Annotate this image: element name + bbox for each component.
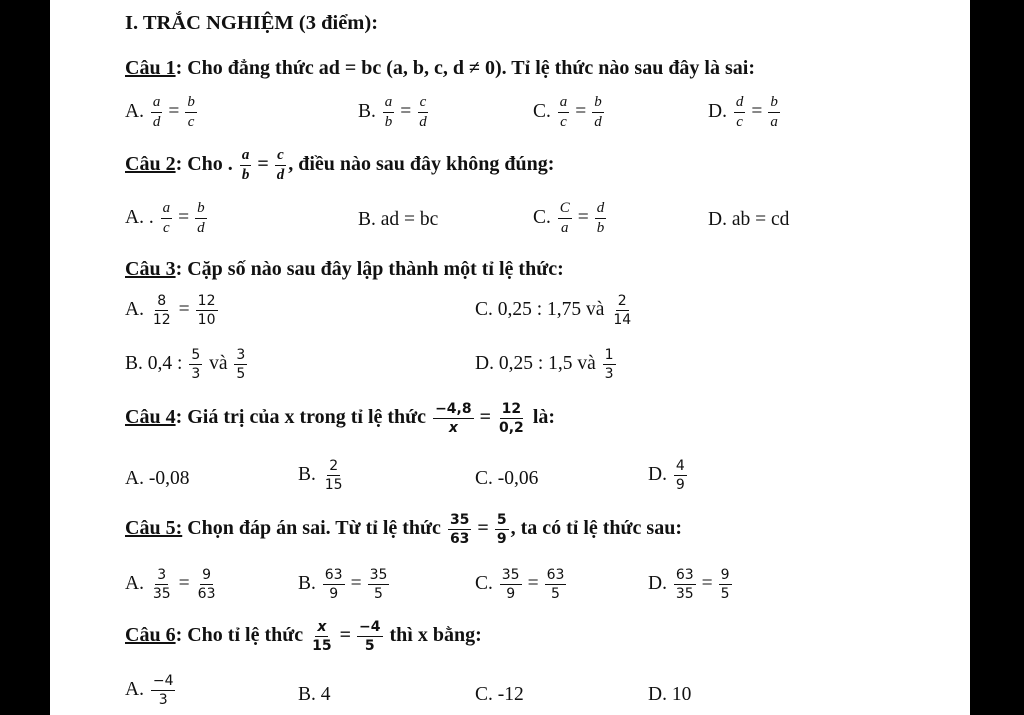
q4-option-d[interactable] bbox=[648, 459, 689, 492]
frac-den: 14 bbox=[613, 312, 632, 328]
q6-option-c[interactable]: C. -12 bbox=[475, 684, 524, 705]
frac-num: 5 bbox=[191, 347, 201, 363]
q6-option-b[interactable]: B. 4 bbox=[298, 684, 331, 705]
frac-num: 63 bbox=[324, 567, 343, 583]
option-prefix: B. bbox=[298, 572, 316, 594]
question-4-pre: : Giá trị của x trong tỉ lệ thức bbox=[175, 406, 427, 429]
question-2-post: , điều nào sau đây không đúng: bbox=[288, 153, 555, 176]
frac-num: a bbox=[161, 201, 173, 219]
question-2: Câu 2: Cho . $\frac{a}{b}$ = $\frac{c}{d}$ , điều nào sau đây không đúng: bbox=[125, 147, 555, 183]
q6-option-a[interactable] bbox=[125, 674, 177, 707]
q4-option-b[interactable] bbox=[298, 459, 347, 492]
section-heading: I. TRẮC NGHIỆM (3 điểm): bbox=[125, 12, 379, 34]
frac-den: b bbox=[384, 114, 393, 130]
frac-den: d bbox=[276, 167, 285, 183]
option-prefix: C. 0,25 : 1,75 và bbox=[475, 298, 605, 320]
frac-den: 35 bbox=[152, 586, 171, 602]
question-2-label: Câu 2 bbox=[125, 153, 176, 176]
question-4-post: là: bbox=[532, 406, 556, 429]
option-prefix: B. bbox=[358, 100, 376, 122]
q2-option-b[interactable]: B. ad = bc bbox=[358, 209, 439, 230]
frac-den: 5 bbox=[374, 586, 383, 602]
question-1-label: Câu 1 bbox=[125, 57, 176, 79]
question-5-label: Câu 5: bbox=[125, 517, 183, 540]
frac-den: d bbox=[197, 220, 205, 236]
q1-option-d[interactable]: D. $\frac{d}{c}$ = $\frac{b}{a}$ bbox=[708, 94, 778, 130]
question-4-label: Câu 4 bbox=[125, 406, 176, 429]
q1-option-c[interactable]: C. $\frac{a}{c}$ = $\frac{b}{d}$ bbox=[533, 94, 602, 130]
frac-num: 5 bbox=[496, 512, 507, 528]
frac-den: a bbox=[770, 114, 778, 130]
option-prefix: C. bbox=[533, 206, 551, 228]
frac-num: C bbox=[558, 201, 572, 219]
option-prefix: A. bbox=[125, 572, 144, 594]
frac-num: 1 bbox=[604, 347, 614, 363]
question-6-label: Câu 6 bbox=[125, 624, 176, 647]
q2-option-c[interactable]: C. $\frac{C}{a}$ = $\frac{d}{b}$ bbox=[533, 200, 605, 236]
option-prefix: B. 0,4 : bbox=[125, 352, 183, 374]
q3-option-a[interactable]: A. $\frac{8}{12}$ = $\frac{12}{10}$ bbox=[125, 293, 216, 328]
frac-den: d bbox=[152, 114, 161, 130]
frac-den: b bbox=[241, 167, 250, 183]
frac-den: 15 bbox=[324, 477, 343, 493]
question-1 bbox=[125, 57, 755, 80]
option-prefix: D. bbox=[708, 100, 727, 122]
frac-den: 3 bbox=[191, 366, 201, 382]
frac-num: −4 bbox=[359, 619, 381, 635]
frac-den: 9 bbox=[329, 586, 339, 602]
frac-den: 5 bbox=[236, 366, 246, 382]
option-prefix: A. bbox=[125, 298, 144, 320]
frac-num: 8 bbox=[157, 293, 167, 309]
frac-num: c bbox=[418, 95, 429, 113]
frac-num: b bbox=[185, 95, 197, 113]
frac-num: a bbox=[558, 95, 570, 113]
frac-den: 3 bbox=[158, 692, 168, 708]
question-6-pre: : Cho tỉ lệ thức bbox=[175, 624, 304, 647]
frac-den: c bbox=[736, 114, 743, 130]
question-6: Câu 6: Cho tỉ lệ thức $\frac{x}{15}$ = $\frac{-4}{5}$ thì x bằng: bbox=[125, 619, 482, 654]
q6-option-d[interactable]: D. 10 bbox=[648, 684, 692, 705]
frac-num: 4 bbox=[675, 458, 685, 474]
frac-num: a bbox=[151, 95, 163, 113]
frac-num: 3 bbox=[236, 347, 246, 363]
question-4: Câu 4: Giá trị của x trong tỉ lệ thức $\frac{-4,8}{x}$ = $\frac{12}{0,2}$ là: bbox=[125, 401, 556, 436]
option-prefix: C. bbox=[533, 100, 551, 122]
question-6-post: thì x bằng: bbox=[389, 624, 482, 647]
q2-option-d[interactable]: D. ab = cd bbox=[708, 209, 790, 230]
frac-den: b bbox=[596, 220, 605, 236]
frac-den: 0,2 bbox=[499, 420, 524, 436]
frac-den: 15 bbox=[312, 638, 332, 654]
question-5-post: , ta có tỉ lệ thức sau: bbox=[510, 517, 682, 540]
frac-den: c bbox=[187, 114, 195, 130]
q2-option-a[interactable]: A. . $\frac{a}{c}$ = $\frac{b}{d}$ bbox=[125, 200, 205, 236]
question-5-pre: Chọn đáp án sai. Từ tỉ lệ thức bbox=[182, 517, 441, 540]
frac-num: a bbox=[383, 95, 395, 113]
question-3 bbox=[125, 258, 564, 281]
q5-option-b[interactable]: B. $\frac{63}{9}$ = $\frac{35}{5}$ bbox=[298, 567, 388, 602]
frac-num: 63 bbox=[675, 567, 694, 583]
frac-den: 35 bbox=[675, 586, 694, 602]
frac-num: −4,8 bbox=[435, 401, 472, 417]
frac-den: 5 bbox=[364, 638, 375, 654]
frac-den: 5 bbox=[551, 586, 560, 602]
frac-num: 35 bbox=[369, 567, 388, 583]
question-2-pre: : Cho . bbox=[175, 153, 233, 176]
frac-num: b bbox=[592, 95, 604, 113]
option-prefix: D. 0,25 : 1,5 và bbox=[475, 352, 596, 374]
q5-option-c[interactable]: C. $\frac{35}{9}$ = $\frac{63}{5}$ bbox=[475, 567, 565, 602]
q4-option-a[interactable]: A. -0,08 bbox=[125, 468, 190, 489]
frac-den: 9 bbox=[496, 531, 507, 547]
frac-num: 9 bbox=[202, 567, 212, 583]
frac-den: 63 bbox=[197, 586, 216, 602]
frac-den: 10 bbox=[197, 312, 216, 328]
q1-option-b[interactable]: B. $\frac{a}{b}$ = $\frac{c}{d}$ bbox=[358, 94, 427, 130]
frac-den: 3 bbox=[604, 366, 614, 382]
frac-den: 12 bbox=[152, 312, 171, 328]
q3-option-d[interactable] bbox=[475, 348, 618, 381]
frac-num: 2 bbox=[617, 293, 627, 309]
q5-option-d[interactable]: D. $\frac{63}{35}$ = $\frac{9}{5}$ bbox=[648, 567, 730, 602]
frac-num: a bbox=[240, 148, 252, 166]
option-connector: và bbox=[209, 352, 228, 374]
frac-num: 3 bbox=[157, 567, 167, 583]
frac-num: 9 bbox=[720, 567, 730, 583]
option-prefix: B. bbox=[298, 463, 316, 485]
option-prefix: C. bbox=[475, 572, 493, 594]
question-3-text: : Cặp số nào sau đây lập thành một tỉ lệ thức: bbox=[175, 258, 564, 280]
option-prefix: A. . bbox=[125, 206, 154, 228]
frac-den: d bbox=[594, 114, 602, 130]
q3-option-c[interactable] bbox=[475, 294, 635, 327]
frac-den: 63 bbox=[449, 531, 470, 547]
frac-num: 63 bbox=[546, 567, 565, 583]
frac-num: 35 bbox=[501, 567, 520, 583]
frac-den: x bbox=[448, 420, 458, 436]
q3-option-b[interactable] bbox=[125, 348, 249, 381]
frac-den: d bbox=[419, 114, 427, 130]
frac-num: b bbox=[768, 95, 780, 113]
frac-num: 12 bbox=[197, 293, 216, 309]
frac-den: a bbox=[561, 220, 569, 236]
option-prefix: D. bbox=[648, 463, 667, 485]
q4-option-c[interactable]: C. -0,06 bbox=[475, 468, 539, 489]
question-5: Câu 5: Chọn đáp án sai. Từ tỉ lệ thức $\frac{35}{63}$ = $\frac{5}{9}$ , ta có tỉ lệ thức sau: bbox=[125, 512, 682, 547]
frac-num: c bbox=[275, 148, 286, 166]
frac-num: x bbox=[317, 619, 327, 635]
frac-num: 12 bbox=[501, 401, 522, 417]
frac-den: 9 bbox=[675, 477, 685, 493]
worksheet-page bbox=[50, 0, 970, 715]
frac-num: 2 bbox=[329, 458, 339, 474]
frac-num: −4 bbox=[152, 673, 174, 689]
frac-num: d bbox=[734, 95, 746, 113]
question-1-text: : Cho đẳng thức ad = bc (a, b, c, d ≠ 0). Tỉ lệ thức nào sau đây là sai: bbox=[175, 57, 755, 79]
option-prefix: A. bbox=[125, 100, 144, 122]
frac-den: c bbox=[163, 220, 170, 236]
q1-option-a[interactable]: A. $\frac{a}{d}$ = $\frac{b}{c}$ bbox=[125, 94, 195, 130]
frac-num: b bbox=[195, 201, 207, 219]
question-3-label: Câu 3 bbox=[125, 258, 176, 280]
frac-den: 9 bbox=[506, 586, 516, 602]
option-prefix: A. bbox=[125, 678, 144, 700]
q5-option-a[interactable]: A. $\frac{3}{35}$ = $\frac{9}{63}$ bbox=[125, 567, 216, 602]
frac-num: 35 bbox=[449, 512, 470, 528]
option-prefix: D. bbox=[648, 572, 667, 594]
frac-num: d bbox=[595, 201, 607, 219]
frac-den: 5 bbox=[720, 586, 730, 602]
frac-den: c bbox=[560, 114, 567, 130]
